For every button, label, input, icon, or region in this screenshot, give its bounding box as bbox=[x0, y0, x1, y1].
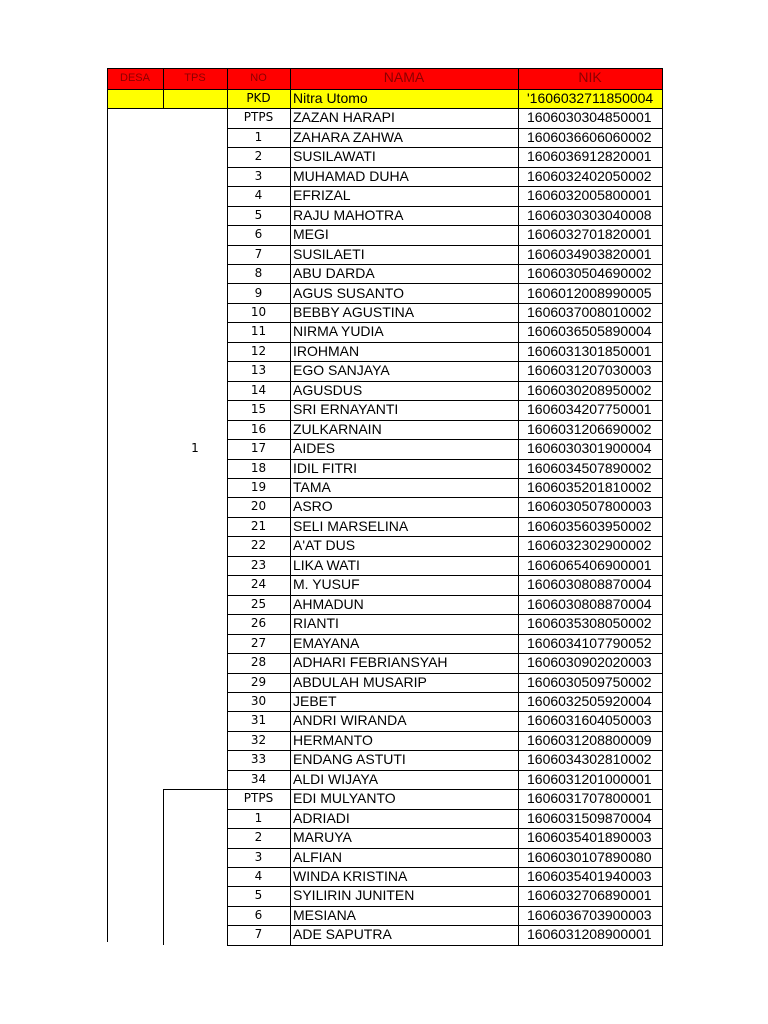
cell-no[interactable]: 23 bbox=[250, 557, 267, 572]
grid-line-vertical bbox=[163, 789, 164, 945]
cell-nik[interactable]: 1606031208900001 bbox=[527, 926, 652, 943]
cell-nama[interactable]: IROHMAN bbox=[293, 342, 360, 359]
cell-nama[interactable]: RAJU MAHOTRA bbox=[293, 206, 404, 223]
grid-line-horizontal bbox=[227, 517, 663, 518]
cell-nama[interactable]: SUSILAETI bbox=[293, 245, 365, 262]
cell-nik[interactable]: 1606031207030003 bbox=[527, 362, 652, 379]
cell-no[interactable]: 20 bbox=[250, 499, 267, 514]
grid-line-horizontal bbox=[227, 848, 663, 849]
cell-nik[interactable]: 1606036703900003 bbox=[527, 906, 652, 923]
cell-no[interactable]: 17 bbox=[250, 441, 267, 456]
cell-no[interactable]: 15 bbox=[250, 402, 267, 417]
cell-nik[interactable]: 1606035401940003 bbox=[527, 868, 652, 884]
cell-nama[interactable]: M. YUSUF bbox=[293, 576, 360, 593]
cell-nik[interactable]: 1606034107790052 bbox=[527, 634, 652, 651]
cell-nama[interactable]: RIANTI bbox=[293, 615, 339, 632]
grid-line-vertical bbox=[163, 68, 164, 108]
cell-nik[interactable]: 1606034207750001 bbox=[527, 401, 652, 418]
grid-line-horizontal bbox=[227, 809, 663, 810]
cell-nik[interactable]: 1606032402050002 bbox=[527, 167, 652, 184]
cell-nama[interactable]: ADHARI FEBRIANSYAH bbox=[293, 654, 448, 671]
cell-nama[interactable]: TAMA bbox=[293, 479, 331, 495]
cell-nama[interactable]: ENDANG ASTUTI bbox=[293, 751, 406, 768]
grid-line-horizontal bbox=[227, 264, 663, 265]
header-nik[interactable]: NIK bbox=[518, 68, 662, 89]
grid-line-horizontal bbox=[227, 478, 663, 479]
grid-line-horizontal bbox=[227, 886, 663, 887]
cell-no[interactable]: 10 bbox=[250, 304, 267, 319]
cell-nik[interactable]: 1606030301900004 bbox=[527, 440, 652, 457]
cell-no[interactable]: 4 bbox=[254, 869, 263, 883]
grid-line-horizontal bbox=[227, 167, 663, 168]
cell-nik[interactable]: 1606034507890002 bbox=[527, 459, 652, 476]
cell-nik[interactable]: 1606030808870004 bbox=[527, 595, 652, 612]
cell-no[interactable]: 7 bbox=[254, 246, 263, 261]
cell-no[interactable]: 2 bbox=[254, 149, 263, 164]
cell-nik[interactable]: 1606012008990005 bbox=[527, 284, 652, 301]
header-nama[interactable]: NAMA bbox=[290, 68, 518, 89]
grid-line-horizontal bbox=[227, 283, 663, 284]
grid-line-horizontal bbox=[227, 595, 663, 596]
grid-line-horizontal bbox=[227, 225, 663, 226]
cell-no[interactable]: 25 bbox=[250, 596, 267, 611]
cell-nik[interactable]: 1606036505890004 bbox=[527, 323, 652, 340]
cell-no[interactable]: 29 bbox=[250, 674, 267, 689]
cell-no[interactable]: 33 bbox=[250, 752, 267, 767]
grid-line-horizontal bbox=[227, 497, 663, 498]
cell-nama[interactable]: ALFIAN bbox=[293, 848, 343, 865]
grid-line-horizontal bbox=[227, 575, 663, 576]
cell-nik[interactable]: 1606035401890003 bbox=[527, 829, 652, 846]
grid-line-horizontal bbox=[227, 770, 663, 771]
cell-no[interactable]: 4 bbox=[254, 188, 263, 203]
cell-no[interactable]: 18 bbox=[250, 460, 267, 475]
cell-no[interactable]: 1 bbox=[254, 129, 263, 144]
grid-line-horizontal bbox=[227, 147, 663, 148]
cell-nama[interactable]: ZAHARA ZAHWA bbox=[293, 128, 403, 145]
cell-nik[interactable]: 1606031604050003 bbox=[527, 712, 652, 729]
cell-nik[interactable]: 1606030509750002 bbox=[527, 673, 652, 690]
cell-nama[interactable]: AHMADUN bbox=[293, 595, 364, 612]
cell-nama[interactable]: SUSILAWATI bbox=[293, 148, 376, 165]
grid-line-vertical bbox=[107, 68, 108, 942]
grid-line-horizontal bbox=[227, 303, 663, 304]
cell-no[interactable]: 12 bbox=[250, 343, 267, 358]
cell-no[interactable]: PTPS bbox=[243, 110, 274, 125]
cell-nama[interactable]: ANDRI WIRANDA bbox=[293, 712, 407, 729]
pkd-desa-cell[interactable] bbox=[107, 89, 163, 108]
grid-line-horizontal bbox=[227, 128, 663, 129]
cell-nik[interactable]: 1606035308050002 bbox=[527, 615, 652, 632]
grid-line-horizontal bbox=[227, 614, 663, 615]
cell-nik[interactable]: 1606036606060002 bbox=[527, 128, 652, 145]
grid-line-horizontal bbox=[227, 342, 663, 343]
grid-line-horizontal bbox=[227, 945, 663, 946]
cell-no[interactable]: 13 bbox=[250, 363, 267, 378]
grid-line-horizontal bbox=[227, 381, 663, 382]
cell-no[interactable]: 9 bbox=[254, 285, 263, 300]
cell-nik[interactable]: 1606035603950002 bbox=[527, 517, 652, 534]
pkd-nama-cell[interactable]: Nitra Utomo bbox=[290, 89, 518, 108]
cell-nama[interactable]: SELI MARSELINA bbox=[293, 517, 409, 534]
cell-nama[interactable]: ADRIADI bbox=[293, 809, 350, 826]
grid-line-horizontal bbox=[227, 361, 663, 362]
cell-nik[interactable]: 1606036912820001 bbox=[527, 148, 652, 165]
cell-nik[interactable]: 1606034302810002 bbox=[527, 751, 652, 768]
cell-nama[interactable]: MUHAMAD DUHA bbox=[293, 167, 409, 184]
cell-nama[interactable]: MESIANA bbox=[293, 906, 357, 923]
pkd-tps-cell[interactable] bbox=[163, 89, 227, 108]
cell-nama[interactable]: SRI ERNAYANTI bbox=[293, 401, 399, 418]
cell-nik[interactable]: 1606032701820001 bbox=[527, 226, 652, 243]
header-desa[interactable]: DESA bbox=[107, 68, 163, 89]
grid-line-horizontal bbox=[107, 68, 663, 69]
cell-nama[interactable]: EGO SANJAYA bbox=[293, 362, 390, 379]
cell-nama[interactable]: LIKA WATI bbox=[293, 556, 360, 573]
cell-nama[interactable]: AIDES bbox=[293, 440, 336, 457]
grid-line-horizontal bbox=[227, 925, 663, 926]
cell-no[interactable]: 3 bbox=[254, 849, 263, 864]
cell-nik[interactable]: 1606030107890080 bbox=[527, 848, 652, 865]
cell-nama[interactable]: ALDI WIJAYA bbox=[293, 770, 379, 787]
cell-nama[interactable]: EDI MULYANTO bbox=[293, 790, 396, 807]
cell-nik[interactable]: 1606030504690002 bbox=[527, 265, 652, 282]
cell-nama[interactable]: HERMANTO bbox=[293, 731, 373, 748]
cell-nik[interactable]: 1606030808870004 bbox=[527, 576, 652, 593]
grid-line-horizontal bbox=[227, 653, 663, 654]
cell-nama[interactable]: SYILIRIN JUNITEN bbox=[293, 887, 415, 904]
cell-nama[interactable]: BEBBY AGUSTINA bbox=[293, 303, 415, 320]
cell-no[interactable]: 3 bbox=[254, 168, 263, 183]
cell-no[interactable]: 6 bbox=[254, 227, 263, 242]
grid-line-horizontal bbox=[227, 731, 663, 732]
cell-no[interactable]: 16 bbox=[250, 421, 267, 436]
grid-line-horizontal bbox=[227, 750, 663, 751]
grid-line-horizontal bbox=[107, 108, 663, 109]
cell-nama[interactable]: EMAYANA bbox=[293, 634, 360, 651]
cell-nik[interactable]: 1606031509870004 bbox=[527, 809, 652, 826]
grid-line-vertical bbox=[662, 68, 663, 946]
cell-nama[interactable]: AGUS SUSANTO bbox=[293, 284, 404, 301]
cell-nama[interactable]: EFRIZAL bbox=[293, 187, 351, 204]
cell-nama[interactable]: ABU DARDA bbox=[293, 265, 375, 282]
grid-line-horizontal bbox=[227, 867, 663, 868]
cell-nik[interactable]: 1606030902020003 bbox=[527, 654, 652, 671]
cell-nik[interactable]: 1606031208800009 bbox=[527, 731, 652, 748]
cell-nik[interactable]: 1606031707800001 bbox=[527, 790, 652, 807]
cell-no[interactable]: 7 bbox=[254, 927, 263, 942]
cell-no[interactable]: 11 bbox=[250, 324, 267, 339]
cell-no[interactable]: 8 bbox=[254, 266, 263, 281]
cell-no[interactable]: 22 bbox=[250, 538, 267, 553]
cell-nama[interactable]: WINDA KRISTINA bbox=[293, 868, 408, 884]
cell-no[interactable]: 21 bbox=[250, 518, 267, 533]
grid-line-horizontal bbox=[227, 322, 663, 323]
cell-nik[interactable]: 1606032505920004 bbox=[527, 692, 652, 709]
cell-nama[interactable]: IDIL FITRI bbox=[293, 459, 358, 476]
cell-nama[interactable]: MARUYA bbox=[293, 829, 352, 846]
cell-nama[interactable]: AGUSDUS bbox=[293, 381, 363, 398]
cell-no[interactable]: 2 bbox=[254, 830, 263, 845]
grid-line-horizontal bbox=[227, 420, 663, 421]
cell-nama[interactable]: ZULKARNAIN bbox=[293, 420, 382, 437]
grid-line-horizontal bbox=[227, 828, 663, 829]
cell-nik[interactable]: 1606032005800001 bbox=[527, 187, 652, 204]
cell-no[interactable]: 32 bbox=[250, 732, 267, 747]
cell-nik[interactable]: 1606030304850001 bbox=[527, 109, 652, 126]
cell-no[interactable]: 26 bbox=[250, 616, 267, 631]
cell-nama[interactable]: MEGI bbox=[293, 226, 329, 243]
cell-nik[interactable]: 1606031206690002 bbox=[527, 420, 652, 437]
grid-line-horizontal bbox=[227, 692, 663, 693]
cell-nik[interactable]: 1606037008010002 bbox=[527, 303, 652, 320]
cell-nama[interactable]: NIRMA YUDIA bbox=[293, 323, 384, 340]
cell-nama[interactable]: ADE SAPUTRA bbox=[293, 926, 392, 943]
grid-line-horizontal bbox=[227, 439, 663, 440]
cell-nik[interactable]: 1606065406900001 bbox=[527, 556, 652, 573]
cell-no[interactable]: 24 bbox=[250, 577, 267, 592]
cell-no[interactable]: 19 bbox=[250, 480, 267, 494]
tps-merged-cell[interactable] bbox=[163, 789, 227, 945]
header-tps[interactable]: TPS bbox=[163, 68, 227, 89]
grid-line-horizontal bbox=[227, 634, 663, 635]
cell-nik[interactable]: 1606031301850001 bbox=[527, 342, 652, 359]
cell-no[interactable]: 28 bbox=[250, 655, 267, 670]
cell-no[interactable]: 1 bbox=[254, 810, 263, 825]
header-no[interactable]: NO bbox=[227, 68, 290, 89]
grid-line-vertical bbox=[518, 68, 519, 945]
grid-line-vertical bbox=[227, 68, 228, 945]
grid-line-horizontal bbox=[227, 459, 663, 460]
cell-nik[interactable]: 1606031201000001 bbox=[527, 770, 652, 787]
cell-nama[interactable]: ABDULAH MUSARIP bbox=[293, 673, 427, 690]
grid-line-horizontal bbox=[227, 245, 663, 246]
grid-line-horizontal bbox=[227, 400, 663, 401]
cell-nama[interactable]: A'AT DUS bbox=[293, 537, 356, 554]
cell-no[interactable]: 5 bbox=[254, 207, 263, 222]
cell-nik[interactable]: 1606030507800003 bbox=[527, 498, 652, 515]
grid-line-horizontal bbox=[227, 906, 663, 907]
pkd-nik-cell[interactable]: '1606032711850004 bbox=[518, 89, 662, 108]
cell-no[interactable]: 30 bbox=[250, 693, 267, 708]
cell-nik[interactable]: 1606032302900002 bbox=[527, 537, 652, 554]
cell-no[interactable]: 34 bbox=[250, 771, 267, 786]
cell-no[interactable]: 31 bbox=[250, 713, 267, 728]
grid-line-horizontal bbox=[227, 186, 663, 187]
cell-nik[interactable]: 1606030208950002 bbox=[527, 381, 652, 398]
cell-nik[interactable]: 1606030303040008 bbox=[527, 206, 652, 223]
grid-line-horizontal bbox=[107, 89, 663, 90]
cell-nama[interactable]: JEBET bbox=[293, 692, 337, 709]
grid-line-horizontal bbox=[227, 711, 663, 712]
cell-nik[interactable]: 1606034903820001 bbox=[527, 245, 652, 262]
grid-line-horizontal bbox=[227, 536, 663, 537]
cell-no[interactable]: PTPS bbox=[243, 791, 274, 806]
grid-line-horizontal bbox=[227, 206, 663, 207]
grid-line-horizontal bbox=[163, 789, 228, 790]
cell-nik[interactable]: 1606035201810002 bbox=[527, 479, 652, 495]
cell-nama[interactable]: ASRO bbox=[293, 498, 333, 515]
cell-no[interactable]: 14 bbox=[250, 382, 267, 397]
cell-no[interactable]: 27 bbox=[250, 635, 267, 650]
cell-nama[interactable]: ZAZAN HARAPI bbox=[293, 109, 395, 126]
grid-line-horizontal bbox=[227, 673, 663, 674]
pkd-no-cell[interactable]: PKD bbox=[227, 89, 290, 108]
grid-line-vertical bbox=[290, 68, 291, 945]
grid-line-horizontal bbox=[227, 789, 663, 790]
cell-no[interactable]: 5 bbox=[254, 888, 263, 903]
cell-no[interactable]: 6 bbox=[254, 907, 263, 922]
grid-line-horizontal bbox=[227, 556, 663, 557]
tps-merged-cell[interactable]: 1 bbox=[191, 441, 199, 456]
cell-nik[interactable]: 1606032706890001 bbox=[527, 887, 652, 904]
